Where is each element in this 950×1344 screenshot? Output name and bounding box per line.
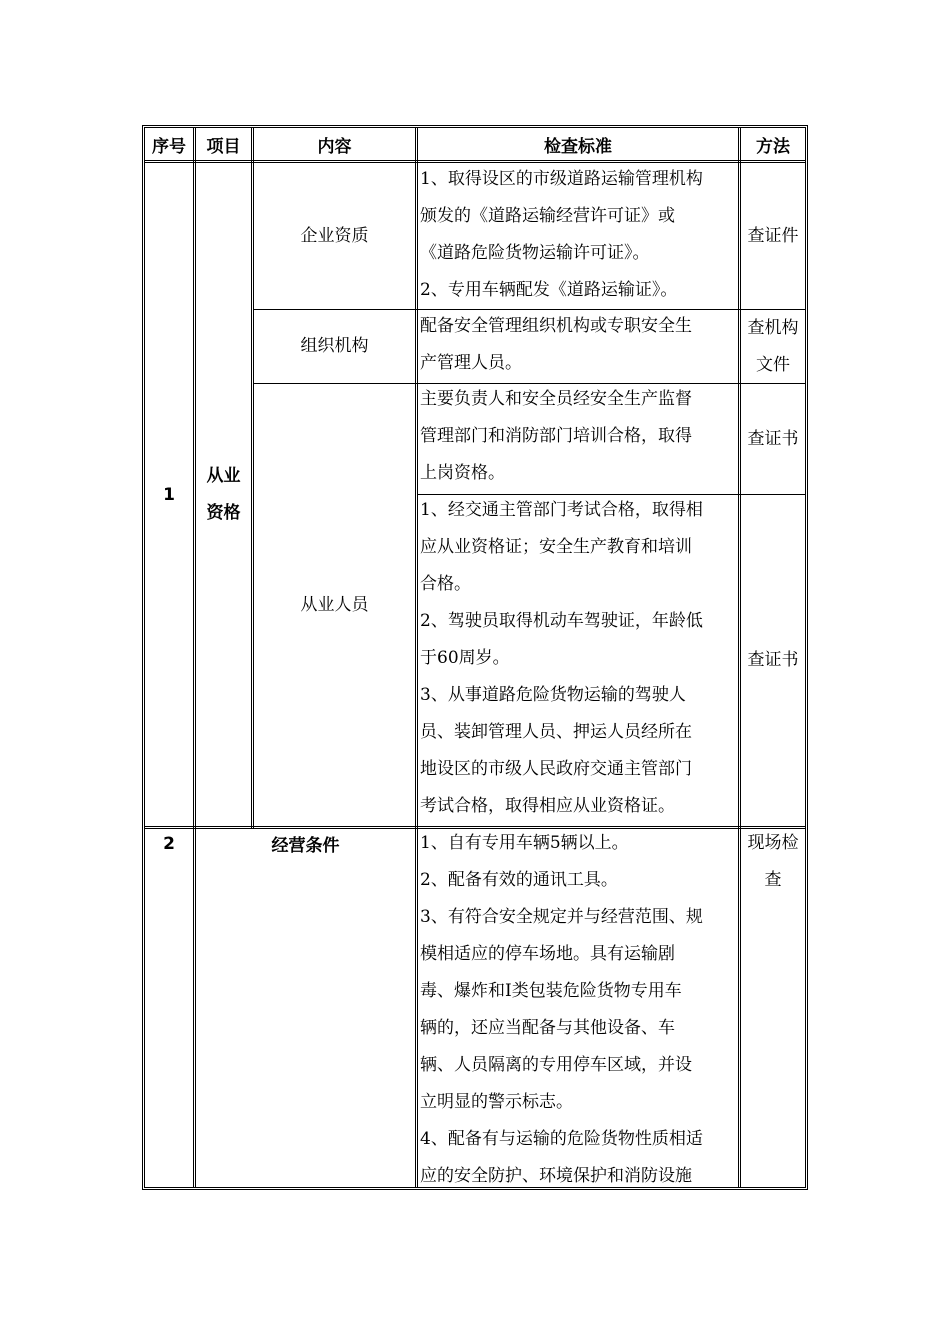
header-no: 序号 — [152, 136, 186, 157]
header-standard: 检查标准 — [544, 136, 612, 157]
section-item — [196, 163, 251, 826]
method-cell: 查证书 — [747, 428, 799, 449]
standard-line: 产管理人员。 — [420, 353, 522, 373]
method-line: 查 — [764, 870, 782, 890]
standard-cell — [420, 492, 738, 825]
section-item-line: 从业 — [206, 465, 241, 486]
content-cell: 组织机构 — [300, 336, 369, 356]
standard-line: 于60周岁。 — [420, 648, 510, 668]
standard-cell — [420, 308, 738, 382]
standard-line: 2、驾驶员取得机动车驾驶证，年龄低 — [420, 611, 703, 631]
standard-line: 上岗资格。 — [420, 463, 505, 483]
method-cell: 查证书 — [747, 650, 799, 670]
section-item-line: 资格 — [206, 502, 241, 523]
standard-line: 3、有符合安全规定并与经营范围、规 — [420, 907, 703, 927]
content-cell: 企业资质 — [300, 225, 369, 246]
standard-line: 模相适应的停车场地。具有运输剧 — [420, 944, 675, 964]
header-item: 项目 — [206, 136, 241, 157]
standard-line: 应的安全防护、环境保护和消防设施 — [420, 1166, 692, 1186]
standard-cell — [420, 381, 738, 492]
standard-line: 1、经交通主管部门考试合格，取得相 — [420, 500, 703, 520]
method-cell: 查证件 — [747, 225, 799, 246]
standard-line: 地设区的市级人民政府交通主管部门 — [420, 759, 692, 779]
method-line: 查机构 — [747, 317, 799, 338]
header-content: 内容 — [317, 136, 352, 157]
standard-cell — [420, 825, 738, 1195]
standard-line: 1、取得设区的市级道路运输管理机构 — [420, 169, 703, 189]
standard-line: 《道路危险货物运输许可证》。 — [420, 243, 650, 263]
standard-line: 辆、人员隔离的专用停车区域，并设 — [420, 1055, 692, 1075]
standard-line: 考试合格，取得相应从业资格证。 — [420, 796, 675, 816]
standard-line: 配备安全管理组织机构或专职安全生 — [420, 316, 692, 336]
standard-line: 应从业资格证；安全生产教育和培训 — [420, 537, 692, 557]
standard-line: 毒、爆炸和Ⅰ类包装危险货物专用车 — [420, 981, 682, 1001]
method-cell — [741, 825, 805, 899]
standard-line: 2、专用车辆配发《道路运输证》。 — [420, 280, 678, 300]
standard-line: 辆的，还应当配备与其他设备、车 — [420, 1018, 675, 1038]
method-line: 文件 — [756, 354, 790, 375]
standard-line: 主要负责人和安全员经安全生产监督 — [420, 389, 692, 409]
standard-line: 2、配备有效的通讯工具。 — [420, 870, 618, 890]
header-method: 方法 — [756, 136, 790, 157]
standard-line: 3、从事道路危险货物运输的驾驶人 — [420, 685, 686, 705]
method-line: 现场检 — [747, 833, 799, 853]
method-cell — [741, 310, 805, 383]
content-cell: 从业人员 — [300, 594, 369, 615]
standard-line: 管理部门和消防部门培训合格，取得 — [420, 426, 692, 446]
standard-line: 员、装卸管理人员、押运人员经所在 — [420, 722, 692, 742]
section-no: 1 — [163, 484, 175, 505]
standard-line: 合格。 — [420, 574, 471, 594]
section-item: 经营条件 — [271, 836, 340, 856]
col-divider — [415, 128, 418, 1187]
standard-cell — [420, 161, 738, 309]
section-no: 2 — [163, 833, 175, 854]
standard-line: 1、自有专用车辆5辆以上。 — [420, 833, 629, 853]
standard-line: 颁发的《道路运输经营许可证》或 — [420, 206, 675, 226]
standard-line: 立明显的警示标志。 — [420, 1092, 573, 1112]
standard-line: 4、配备有与运输的危险货物性质相适 — [420, 1129, 703, 1149]
